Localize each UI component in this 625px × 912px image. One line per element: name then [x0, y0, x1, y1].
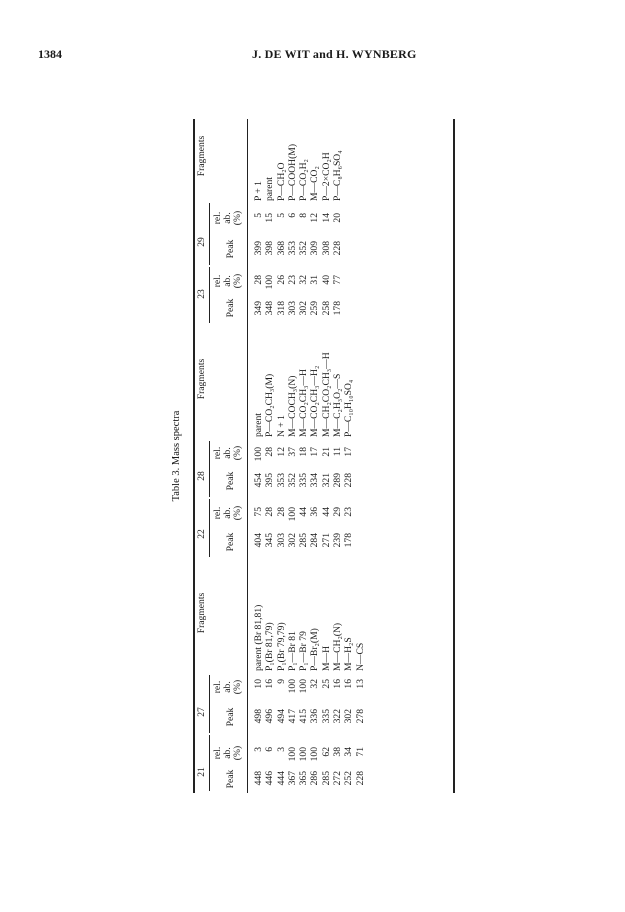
table-cell: P—Br₂(M)	[308, 628, 320, 671]
table-cell: 365	[297, 771, 309, 786]
table-cell: M—C₂H₃O₂—S	[331, 373, 343, 437]
table-top-rule	[193, 119, 195, 793]
table-cell: 353	[275, 473, 287, 488]
compound-23-header: 23	[195, 289, 207, 299]
table-cell: 239	[331, 533, 343, 548]
table-cell: 23	[342, 507, 354, 517]
table-cell: 228	[342, 473, 354, 488]
table-cell: 15	[263, 213, 275, 223]
table-cell: P—CO₂H₂	[297, 159, 309, 201]
table-cell: 335	[297, 473, 309, 488]
table-cell: 352	[286, 473, 298, 488]
table-cell: M—COCH₃(N)	[286, 375, 298, 437]
table-cell: P₁(Br 81,79)	[263, 622, 275, 671]
table-cell: 368	[275, 241, 287, 256]
table-cell: 77	[331, 275, 343, 285]
c21-peak-column	[253, 771, 366, 791]
table-cell: M—H₂S	[342, 637, 354, 671]
span-rule-28	[209, 441, 210, 497]
relab-header-22: rel. ab. (%)	[211, 505, 243, 521]
table-cell: 28	[275, 507, 287, 517]
table-cell: 17	[308, 447, 320, 457]
fragments-header-3: Fragments	[195, 135, 207, 177]
c22-peak-column	[253, 533, 355, 555]
table-cell: 6	[286, 213, 298, 218]
table-caption: Table 3. Mass spectra	[170, 410, 182, 502]
table-cell: M—CO₂CH₃—H₂	[308, 365, 320, 437]
table-cell: 11	[331, 447, 343, 457]
table-cell: 100	[297, 747, 309, 762]
table-cell: 228	[354, 771, 366, 786]
table-cell: 178	[331, 301, 343, 316]
table-cell: 100	[286, 507, 298, 522]
table-cell: 454	[252, 473, 264, 488]
table-cell: 13	[354, 679, 366, 689]
table-cell: 286	[308, 771, 320, 786]
table-cell: 28	[252, 275, 264, 285]
table-cell: 38	[331, 747, 343, 757]
table-bottom-rule	[453, 119, 455, 793]
table-cell: 399	[252, 241, 264, 256]
table-cell: 278	[354, 709, 366, 724]
table-cell: 289	[331, 473, 343, 488]
table-cell: 446	[263, 771, 275, 786]
c27-relab-column	[253, 679, 366, 697]
table-cell: 259	[308, 301, 320, 316]
table-cell: 302	[342, 709, 354, 724]
table-cell: 367	[286, 771, 298, 786]
table-cell: 18	[297, 447, 309, 457]
peak-header-29: Peak	[224, 239, 236, 259]
table-cell: 17	[342, 447, 354, 457]
table-cell: 75	[252, 507, 264, 517]
table-cell: 335	[320, 709, 332, 724]
table-cell: 5	[252, 213, 264, 218]
relab-header-28: rel. ab. (%)	[211, 445, 243, 461]
span-rule-23	[209, 267, 210, 323]
table-cell: 345	[263, 533, 275, 548]
table-cell: 36	[308, 507, 320, 517]
fragments-header-2: Fragments	[195, 358, 207, 400]
table-header-rule	[247, 119, 248, 793]
compound-21-header: 21	[195, 767, 207, 777]
table-cell: 444	[275, 771, 287, 786]
table-cell: 284	[308, 533, 320, 548]
table-cell: 5	[275, 213, 287, 218]
table-cell: 322	[331, 709, 343, 724]
table-cell: 23	[286, 275, 298, 285]
table-cell: 252	[342, 771, 354, 786]
table-cell: P₁(Br 79,79)	[275, 622, 287, 671]
table-cell: M—H	[320, 645, 332, 671]
c29-relab-column	[253, 213, 343, 231]
compound-29-header: 29	[195, 237, 207, 247]
table-cell: 272	[331, 771, 343, 786]
table-cell: 32	[297, 275, 309, 285]
table-cell: 404	[252, 533, 264, 548]
table-cell: P—COOH(M)	[286, 143, 298, 201]
table-cell: P—CO₂CH₃(M)	[263, 373, 275, 437]
table-cell: 336	[308, 709, 320, 724]
table-cell: parent	[263, 177, 275, 201]
c29-peak-column	[253, 241, 343, 263]
table-cell: 348	[263, 301, 275, 316]
c28-relab-column	[253, 447, 355, 465]
table-cell: 31	[308, 275, 320, 285]
table-cell: 3	[275, 747, 287, 752]
table-cell: M—CH₂(N)	[331, 622, 343, 671]
table-cell: 309	[308, 241, 320, 256]
table-cell: 100	[308, 747, 320, 762]
span-rule-29	[209, 203, 210, 265]
table-cell: 25	[320, 679, 332, 689]
table-cell: P—C₈H₆SO₄	[331, 150, 343, 201]
c27-peak-column	[253, 709, 366, 731]
table-cell: 321	[320, 473, 332, 488]
table-cell: 258	[320, 301, 332, 316]
table-cell: 16	[263, 679, 275, 689]
table-cell: M—CH₂CO₂CH₃—H	[320, 352, 332, 437]
table-cell: 334	[308, 473, 320, 488]
table-cell: P + 1	[252, 181, 264, 201]
peak-header-27: Peak	[224, 707, 236, 727]
table-cell: 34	[342, 747, 354, 757]
table-cell: 100	[252, 447, 264, 462]
table-cell: 303	[275, 533, 287, 548]
table-cell: 302	[286, 533, 298, 548]
table-cell: 302	[297, 301, 309, 316]
table-cell: 100	[286, 679, 298, 694]
table-cell: 32	[308, 679, 320, 689]
mass-spectra-table	[171, 119, 455, 793]
table-cell: 318	[275, 301, 287, 316]
table-cell: 285	[297, 533, 309, 548]
table-cell: 303	[286, 301, 298, 316]
c23-peak-column	[253, 301, 343, 323]
fragments-column-3	[253, 119, 343, 201]
table-cell: M—CO₂CH₃—H	[297, 369, 309, 437]
table-cell: 498	[252, 709, 264, 724]
table-cell: 12	[308, 213, 320, 223]
table-cell: 21	[320, 447, 332, 457]
table-cell: 8	[297, 213, 309, 218]
c23-relab-column	[253, 275, 343, 293]
table-cell: 40	[320, 275, 332, 285]
table-cell: 398	[263, 241, 275, 256]
table-cell: P₁—Br 81	[286, 631, 298, 671]
table-cell: parent (Br 81,81)	[252, 604, 264, 671]
table-cell: 28	[263, 507, 275, 517]
fragments-column-1	[253, 561, 366, 671]
table-cell: 62	[320, 747, 332, 757]
span-rule-21	[209, 735, 210, 791]
compound-27-header: 27	[195, 707, 207, 717]
running-head: J. DE WIT and H. WYNBERG	[252, 47, 417, 61]
page-number: 1384	[38, 47, 62, 61]
table-cell: 10	[252, 679, 264, 689]
table-cell: 12	[275, 447, 287, 457]
table-cell: 28	[263, 447, 275, 457]
table-cell: 16	[342, 679, 354, 689]
relab-header-27: rel. ab. (%)	[211, 679, 243, 695]
table-cell: 494	[275, 709, 287, 724]
table-cell: 3	[252, 747, 264, 752]
compound-22-header: 22	[195, 529, 207, 539]
table-cell: 178	[342, 533, 354, 548]
table-cell: 44	[320, 507, 332, 517]
fragments-header-1: Fragments	[195, 592, 207, 634]
relab-header-21: rel. ab. (%)	[211, 745, 243, 761]
table-cell: P₁—Br 79	[297, 631, 309, 671]
table-cell: 415	[297, 709, 309, 724]
c28-peak-column	[253, 473, 355, 495]
table-cell: 353	[286, 241, 298, 256]
table-cell: M—CO₂	[308, 166, 320, 201]
table-cell: N—CS	[354, 642, 366, 671]
span-rule-27	[209, 675, 210, 733]
table-cell: 228	[331, 241, 343, 256]
table-cell: 285	[320, 771, 332, 786]
peak-header-21: Peak	[224, 769, 236, 789]
table-cell: P—C₁₀H₁₀SO₄	[342, 379, 354, 437]
table-cell: P—CH₂O	[275, 162, 287, 201]
peak-header-22: Peak	[224, 532, 236, 552]
table-cell: 349	[252, 301, 264, 316]
fragments-column-2	[253, 325, 355, 437]
table-cell: 20	[331, 213, 343, 223]
relab-header-23: rel. ab. (%)	[211, 273, 243, 289]
table-cell: 100	[263, 275, 275, 290]
table-cell: 37	[286, 447, 298, 457]
relab-header-29: rel. ab. (%)	[211, 210, 243, 226]
table-cell: 100	[286, 747, 298, 762]
table-cell: 496	[263, 709, 275, 724]
peak-header-28: Peak	[224, 471, 236, 491]
table-cell: 352	[297, 241, 309, 256]
table-cell: 100	[297, 679, 309, 694]
c22-relab-column	[253, 507, 355, 525]
peak-header-23: Peak	[224, 298, 236, 318]
table-cell: 417	[286, 709, 298, 724]
table-cell: 14	[320, 213, 332, 223]
table-cell: 44	[297, 507, 309, 517]
c21-relab-column	[253, 747, 366, 765]
table-cell: 6	[263, 747, 275, 752]
table-cell: 16	[331, 679, 343, 689]
table-cell: 395	[263, 473, 275, 488]
table-cell: 26	[275, 275, 287, 285]
span-rule-22	[209, 499, 210, 557]
table-cell: 448	[252, 771, 264, 786]
compound-28-header: 28	[195, 471, 207, 481]
table-cell: N + 1	[275, 415, 287, 437]
table-cell: P—2×CO₂H	[320, 152, 332, 201]
table-cell: 308	[320, 241, 332, 256]
table-cell: 29	[331, 507, 343, 517]
table-cell: 271	[320, 533, 332, 548]
table-cell: 9	[275, 679, 287, 684]
table-cell: 71	[354, 747, 366, 757]
table-cell: parent	[252, 413, 264, 437]
